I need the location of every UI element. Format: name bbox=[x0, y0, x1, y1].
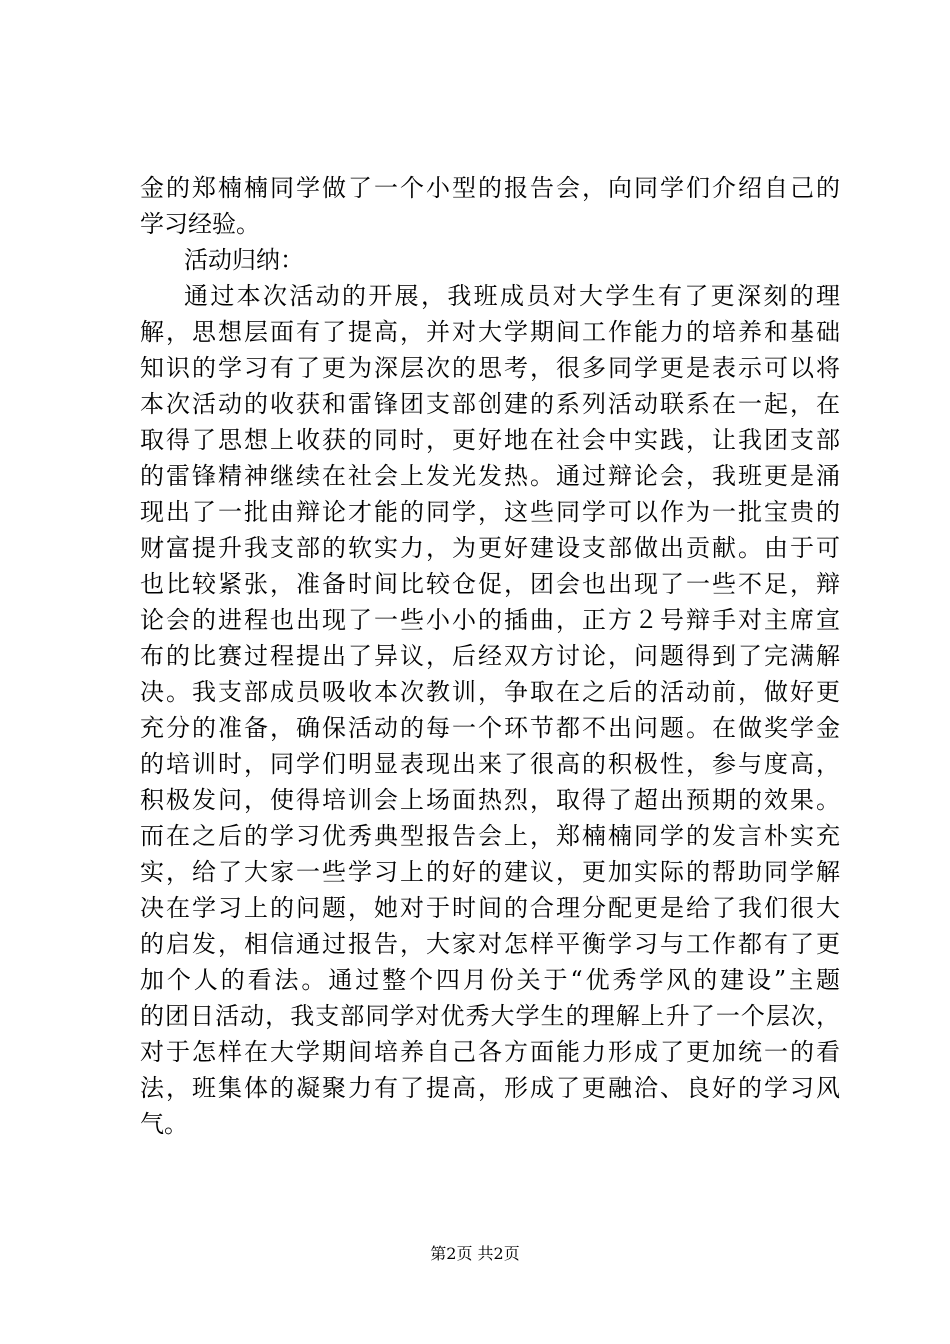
text-line: 积极发问，使得培训会上场面热烈，取得了超出预期的效果。 bbox=[140, 786, 840, 814]
text-line: 金的郑楠楠同学做了一个小型的报告会，向同学们介绍自己的 bbox=[140, 174, 840, 202]
text-line: 取得了思想上收获的同时，更好地在社会中实践，让我团支部 bbox=[140, 426, 840, 454]
text-line: 现出了一批由辩论才能的同学，这些同学可以作为一批宝贵的 bbox=[140, 498, 840, 526]
document-body bbox=[140, 170, 840, 1142]
text-line: 通过本次活动的开展，我班成员对大学生有了更深刻的理 bbox=[184, 282, 840, 310]
text-line: 本次活动的收获和雷锋团支部创建的系列活动联系在一起，在 bbox=[140, 390, 840, 418]
text-line: 布的比赛过程提出了异议，后经双方讨论，问题得到了完满解 bbox=[140, 642, 840, 670]
text-line: 活动归纳： bbox=[184, 246, 304, 274]
text-line: 对于怎样在大学期间培养自己各方面能力形成了更加统一的看 bbox=[140, 1038, 840, 1066]
page-footer: 第2页 共2页 bbox=[430, 1244, 520, 1263]
text-line: 的启发，相信通过报告，大家对怎样平衡学习与工作都有了更 bbox=[140, 930, 840, 958]
text-line: 学习经验。 bbox=[140, 210, 260, 238]
text-line: 气。 bbox=[140, 1110, 188, 1138]
text-line: 充分的准备，确保活动的每一个环节都不出问题。在做奖学金 bbox=[140, 714, 840, 742]
text-line: 财富提升我支部的软实力，为更好建设支部做出贡献。由于可 bbox=[140, 534, 840, 562]
text-line: 的团日活动，我支部同学对优秀大学生的理解上升了一个层次， bbox=[140, 1002, 840, 1030]
text-line: 也比较紧张，准备时间比较仓促，团会也出现了一些不足，辩 bbox=[140, 570, 840, 598]
text-line: 而在之后的学习优秀典型报告会上，郑楠楠同学的发言朴实充 bbox=[140, 822, 840, 850]
text-line: 解，思想层面有了提高，并对大学期间工作能力的培养和基础 bbox=[140, 318, 840, 346]
text-line: 论会的进程也出现了一些小小的插曲，正方２号辩手对主席宣 bbox=[140, 606, 840, 634]
text-line: 实，给了大家一些学习上的好的建议，更加实际的帮助同学解 bbox=[140, 858, 840, 886]
text-line: 的培训时，同学们明显表现出来了很高的积极性，参与度高， bbox=[140, 750, 840, 778]
text-line: 加个人的看法。通过整个四月份关于“优秀学风的建设”主题 bbox=[140, 966, 840, 994]
text-line: 的雷锋精神继续在社会上发光发热。通过辩论会，我班更是涌 bbox=[140, 462, 840, 490]
text-line: 决在学习上的问题，她对于时间的合理分配更是给了我们很大 bbox=[140, 894, 840, 922]
text-line: 法，班集体的凝聚力有了提高，形成了更融洽、良好的学习风 bbox=[140, 1074, 840, 1102]
text-line: 决。我支部成员吸收本次教训，争取在之后的活动前，做好更 bbox=[140, 678, 840, 706]
text-line: 知识的学习有了更为深层次的思考，很多同学更是表示可以将 bbox=[140, 354, 840, 382]
